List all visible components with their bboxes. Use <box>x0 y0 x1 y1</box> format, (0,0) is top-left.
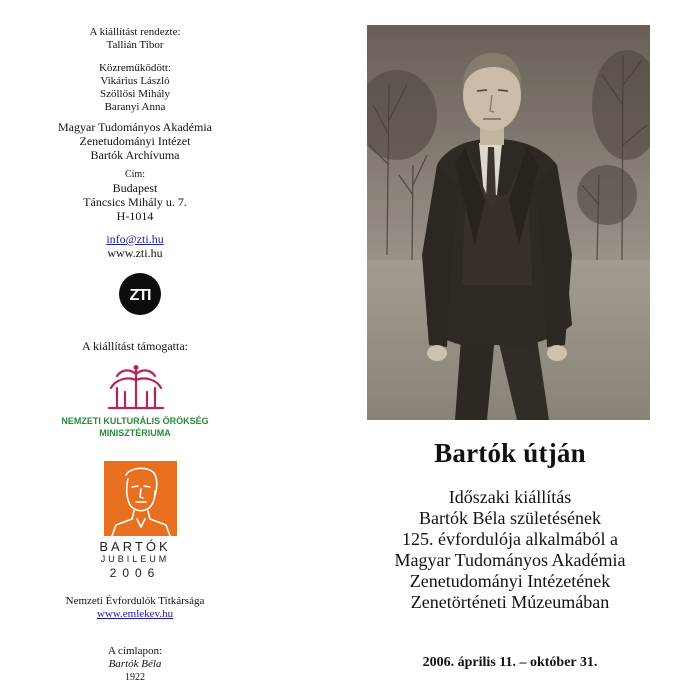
secretariat-block <box>0 595 270 621</box>
jubilee-word: JUBILEUM <box>100 554 170 564</box>
organized-by-label: A kiállítást rendezte: <box>89 26 181 38</box>
contributor-1: Vikárius László <box>100 75 170 87</box>
contributors-label: Közreműködött: <box>98 62 172 74</box>
ministry-name <box>0 415 270 439</box>
subtitle-block <box>345 487 675 613</box>
ministry-line-2: MINISZTÉRIUMA <box>99 428 171 438</box>
institution-line-3: Bartók Archívuma <box>90 148 180 162</box>
address-block <box>0 168 270 223</box>
cover-note-name: Bartók Béla <box>108 658 162 670</box>
photo-illustration <box>367 25 650 420</box>
page-title: Bartók útján <box>434 438 586 468</box>
jubilee-portrait <box>104 461 177 536</box>
nkom-emblem-icon <box>105 364 167 410</box>
subtitle-line-4: Magyar Tudományos Akadémia <box>394 550 626 570</box>
jubilee-year: 2006 <box>109 566 161 580</box>
institution-block <box>0 120 270 162</box>
contributor-2: Szöllősi Mihály <box>100 88 170 100</box>
exhibition-dates: 2006. április 11. – október 31. <box>422 655 598 670</box>
address-postcode: H-1014 <box>116 209 154 223</box>
subtitle-line-6: Zenetörténeti Múzeumában <box>410 592 610 612</box>
web-address: www.zti.hu <box>107 246 163 260</box>
address-street: Táncsics Mihály u. 7. <box>83 195 187 209</box>
email-link[interactable]: info@zti.hu <box>106 232 164 246</box>
cover-note <box>0 645 270 684</box>
address-label: Cím: <box>124 169 145 180</box>
secretariat-link[interactable]: www.emlekev.hu <box>96 608 174 620</box>
zti-logo-text: ZTI <box>129 287 151 304</box>
contributors-block <box>0 62 270 114</box>
zti-logo <box>118 272 162 316</box>
secretariat-name: Nemzeti Évfordulók Titkársága <box>65 595 205 607</box>
cover-note-year: 1922 <box>125 672 145 683</box>
institution-line-2: Zenetudományi Intézet <box>79 134 191 148</box>
zti-logo-icon <box>118 272 162 316</box>
jubilee-name: BARTÓK <box>99 539 171 554</box>
subtitle-line-1: Időszaki kiállítás <box>448 487 572 507</box>
contributor-3: Baranyi Anna <box>104 101 166 113</box>
organizer-name: Tallián Tibor <box>106 39 164 51</box>
ministry-line-1: NEMZETI KULTURÁLIS ÖRÖKSÉG <box>61 416 209 426</box>
cover-photo <box>367 25 650 420</box>
contact-block <box>0 232 270 260</box>
sponsors-label: A kiállítást támogatta: <box>82 339 188 353</box>
subtitle-line-2: Bartók Béla születésének <box>419 508 601 528</box>
subtitle-line-3: 125. évfordulója alkalmából a <box>402 529 618 549</box>
nkom-emblem <box>105 364 167 410</box>
subtitle-line-5: Zenetudományi Intézetének <box>409 571 611 591</box>
cover-note-label: A címlapon: <box>107 645 163 657</box>
address-city: Budapest <box>112 181 158 195</box>
institution-line-1: Magyar Tudományos Akadémia <box>58 120 212 134</box>
portrait-icon <box>104 461 177 536</box>
organizer-block <box>0 26 270 52</box>
